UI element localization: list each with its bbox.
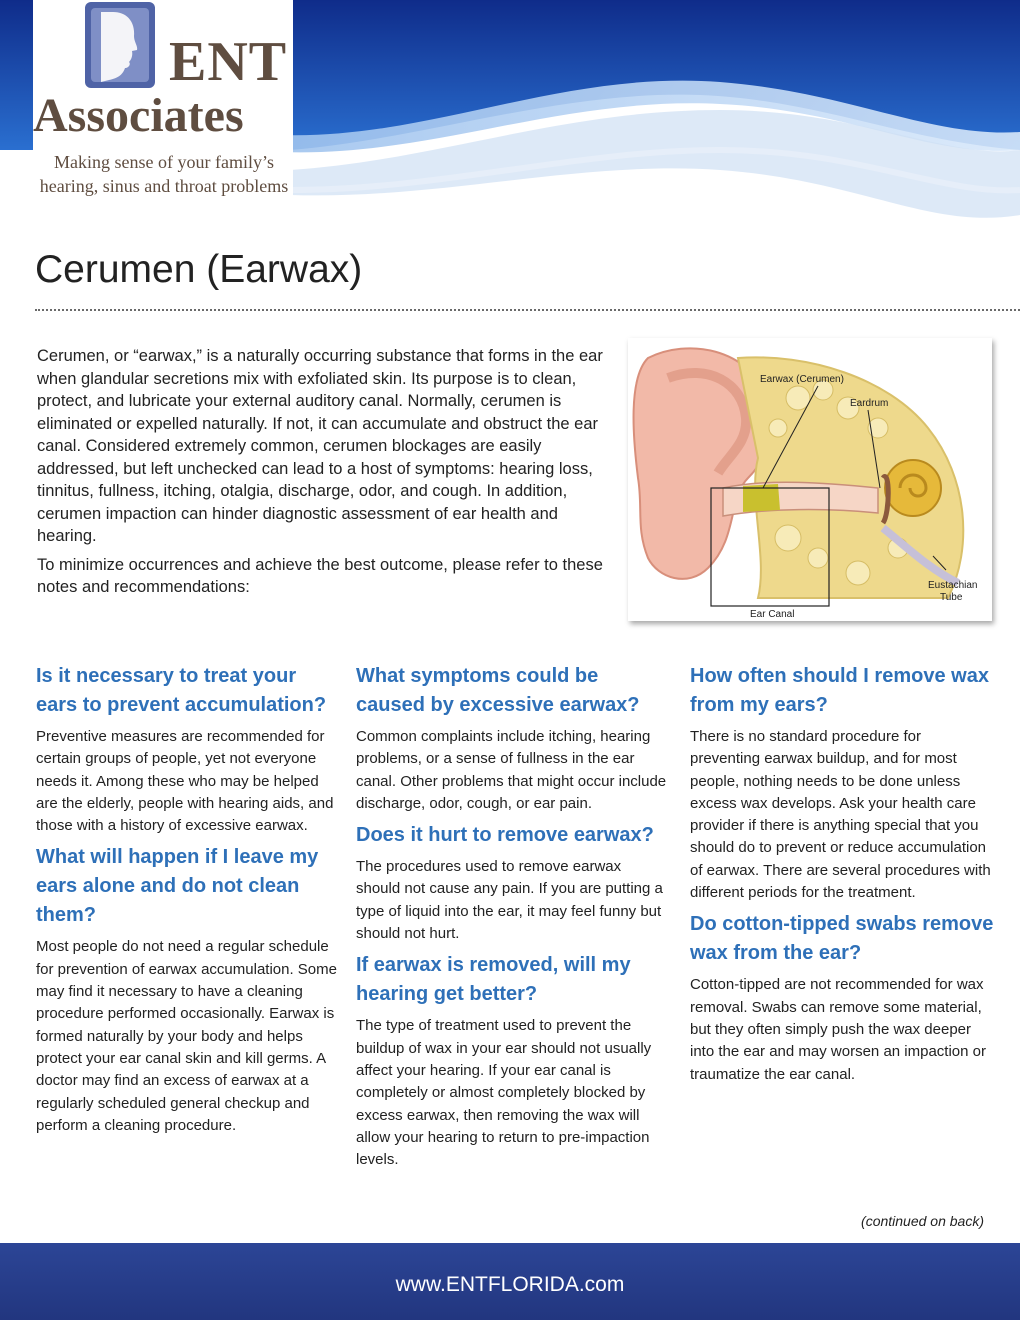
heading-leave-ears-alone: What will happen if I leave my ears alone and do not clean them? — [36, 846, 319, 927]
logo-associates-text: Associates — [33, 89, 244, 142]
body-how-often: There is no standard procedure for preventing earwax buildup, and for most people, nothing needs to be done unless excess wax develops. Ask your health care provider if there is anything special that you should do to prevent or reduce accumulation of earwax. There are several procedures with different periods for the treatment. — [690, 728, 991, 902]
face-profile-icon — [85, 2, 155, 88]
body-symptoms: Common complaints include itching, hearing problems, or a sense of fullness in the ear canal. Other problems that might occur include discharge, odor, cough, or ear pain. — [356, 728, 667, 812]
title-divider — [35, 309, 1020, 311]
intro-text — [37, 345, 603, 605]
logo — [33, 0, 293, 205]
tagline-line-2: hearing, sinus and throat problems — [39, 176, 289, 196]
label-ear-canal: Ear Canal — [750, 609, 795, 620]
page-title: Cerumen (Earwax) — [35, 248, 363, 291]
heading-treat-to-prevent: Is it necessary to treat your ears to prevent accumulation? — [36, 665, 327, 716]
logo-tagline — [29, 150, 299, 198]
heading-how-often: How often should I remove wax from my ears? — [690, 665, 989, 716]
label-eardrum: Eardrum — [850, 398, 889, 409]
heading-does-it-hurt: Does it hurt to remove earwax? — [356, 824, 654, 847]
heading-symptoms: What symptoms could be caused by excessive earwax? — [356, 665, 640, 716]
body-leave-ears-alone: Most people do not need a regular schedule for prevention of earwax accumulation. Some may find it necessary to have a cleaning procedure performed occasionally. Earwax is formed naturally by your body and helps protect your ear canal skin and kill germs. A doctor may find an excess of earwax at a regularly scheduled general checkup and perform a cleaning procedure. — [36, 938, 337, 1134]
ear-anatomy-diagram — [628, 338, 992, 621]
heading-hearing-better: If earwax is removed, will my hearing get better? — [356, 954, 631, 1006]
footer-website-link[interactable]: www.ENTFLORIDA.com — [395, 1272, 625, 1296]
logo-ent-text: ENT — [169, 31, 288, 93]
tagline-line-1: Making sense of your family’s — [54, 152, 274, 172]
column-1 — [36, 662, 338, 1143]
heading-cotton-swabs: Do cotton-tipped swabs remove wax from the ear? — [690, 913, 994, 965]
ear-illustration — [628, 338, 992, 621]
label-eustachian-2: Tube — [940, 592, 963, 603]
continued-note: (continued on back) — [861, 1213, 984, 1229]
label-earwax: Earwax (Cerumen) — [760, 374, 844, 385]
label-eustachian-1: Eustachian — [928, 580, 978, 591]
intro-paragraph-2: To minimize occurrences and achieve the best outcome, please refer to these notes and recommendations: — [37, 555, 603, 596]
intro-paragraph-1: Cerumen, or “earwax,” is a naturally occurring substance that forms in the ear when glandular secretions mix with exfoliated skin. Its purpose is to clean, protect, and lubricate your external auditory canal. Normally, cerumen is eliminated or expelled naturally. If not, it can accumulate and obstruct the ear canal. Considered extremely common, cerumen blockages are easily addressed, but left unchecked can lead to a host of symptoms: hearing loss, tinnitus, fullness, itching, otalgia, discharge, odor, and cough. In addition, cerumen impaction can hinder diagnostic assessment of ear health and hearing. — [37, 347, 603, 545]
footer-bar — [0, 1243, 1020, 1320]
body-hearing-better: The type of treatment used to prevent the buildup of wax in your ear should not usually affect your hearing. If your ear canal is completely or almost completely blocked by excess earwax, then removing the wax will allow your hearing to return to pre-impaction levels. — [356, 1017, 652, 1169]
column-3 — [690, 662, 995, 1092]
body-cotton-swabs: Cotton-tipped are not recommended for wax removal. Swabs can remove some material, but they often simply push the wax deeper into the ear and may worsen an impaction or traumatize the ear canal. — [690, 976, 986, 1083]
column-2 — [356, 662, 668, 1177]
body-does-it-hurt: The procedures used to remove earwax should not cause any pain. If you are putting a type of liquid into the ear, it may feel funny but should not hurt. — [356, 858, 663, 943]
body-treat-to-prevent: Preventive measures are recommended for certain groups of people, yet not everyone needs it. Among these who may be helped are the elderly, people with hearing aids, and those with a history of excessive earwax. — [36, 728, 334, 835]
